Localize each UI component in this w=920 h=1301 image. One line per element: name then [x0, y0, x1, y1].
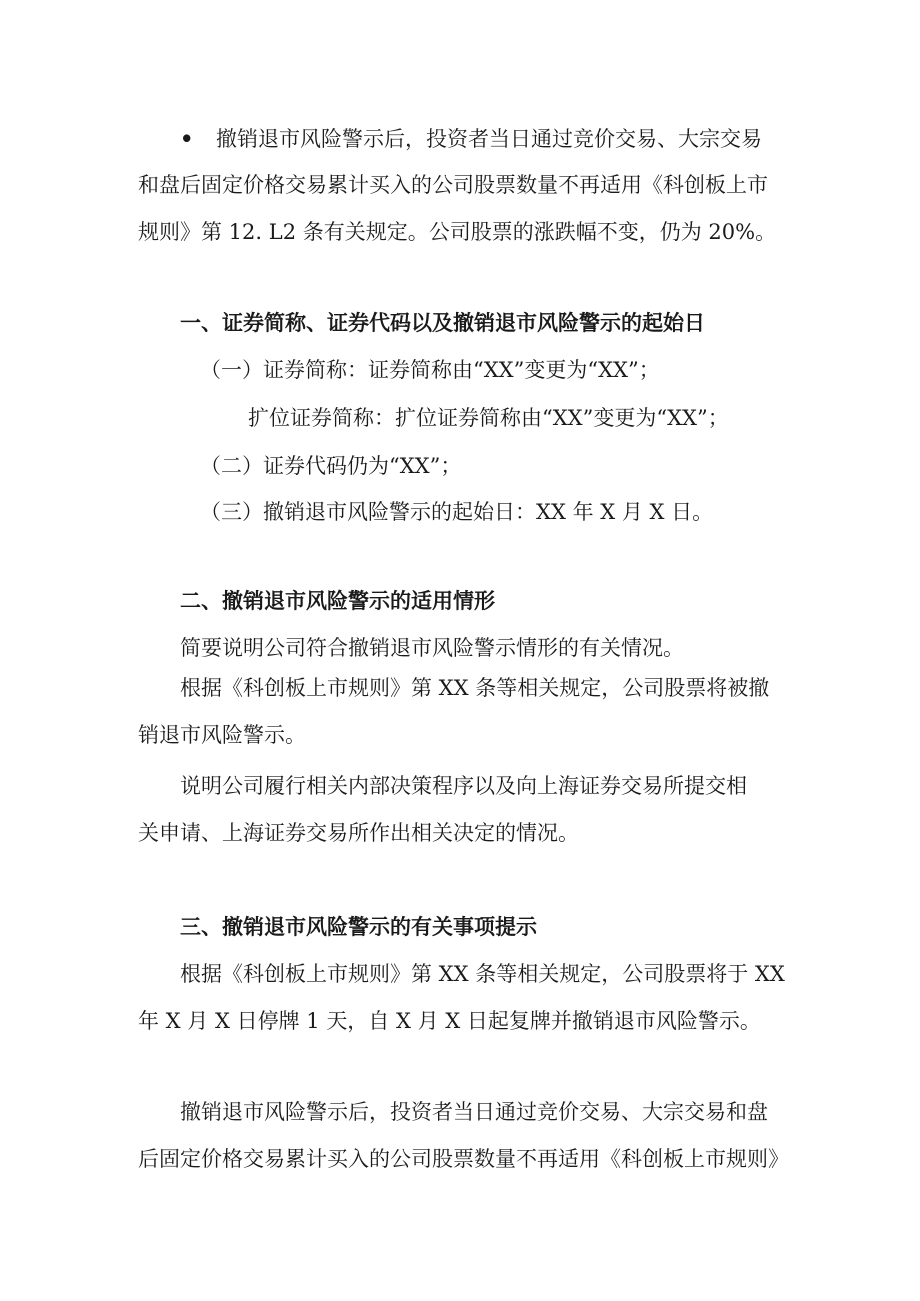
section-2-para-3: 说明公司履行相关内部决策程序以及向上海证券交易所提交相 关申请、上海证券交易所作出相关决定的情况。 — [138, 774, 747, 845]
intro-line-2: 和盘后固定价格交易累计买入的公司股票数量不再适用《科创板上市 — [138, 173, 768, 197]
section-3-para-1: 根据《科创板上市规则》第 XX 条等相关规定，公司股票将于 XX 年 X 月 X 日停牌 1 天，自 X 月 X 日起复牌并撤销退市风险警示。 — [138, 962, 785, 1033]
section-1-heading: 一、证券简称、证券代码以及撤销退市风险警示的起始日 — [180, 311, 705, 335]
section-1-item-1-sub: 扩位证券简称：扩位证券简称由“XX”变更为“XX”； — [248, 406, 729, 430]
section-3-para-2: 撤销退市风险警示后，投资者当日通过竞价交易、大宗交易和盘 后固定价格交易累计买入的公司股票数量不再适用《科创板上市规则》 — [138, 1100, 789, 1171]
intro-line-3: 规则》第 12. L2 条有关规定。公司股票的涨跌幅不变，仍为 20%。 — [138, 220, 777, 244]
section-1-item-2: （二）证券代码仍为“XX”； — [200, 454, 462, 478]
section-2-para-1: 简要说明公司符合撤销退市风险警示情形的有关情况。 — [180, 636, 684, 660]
section-1-item-1: （一）证券简称：证券简称由“XX”变更为“XX”； — [200, 358, 660, 382]
section-2-heading: 二、撤销退市风险警示的适用情形 — [180, 589, 495, 613]
intro-paragraph — [138, 115, 788, 256]
section-1-item-3: （三）撤销退市风险警示的起始日：XX 年 X 月 X 日。 — [200, 500, 714, 524]
intro-line-1: • 撤销退市风险警示后，投资者当日通过竞价交易、大宗交易 — [138, 115, 788, 162]
bullet-icon: • — [180, 126, 194, 151]
section-3-heading: 三、撤销退市风险警示的有关事项提示 — [180, 915, 537, 939]
section-2-para-2: 根据《科创板上市规则》第 XX 条等相关规定，公司股票将被撤 销退市风险警示。 — [138, 676, 770, 747]
